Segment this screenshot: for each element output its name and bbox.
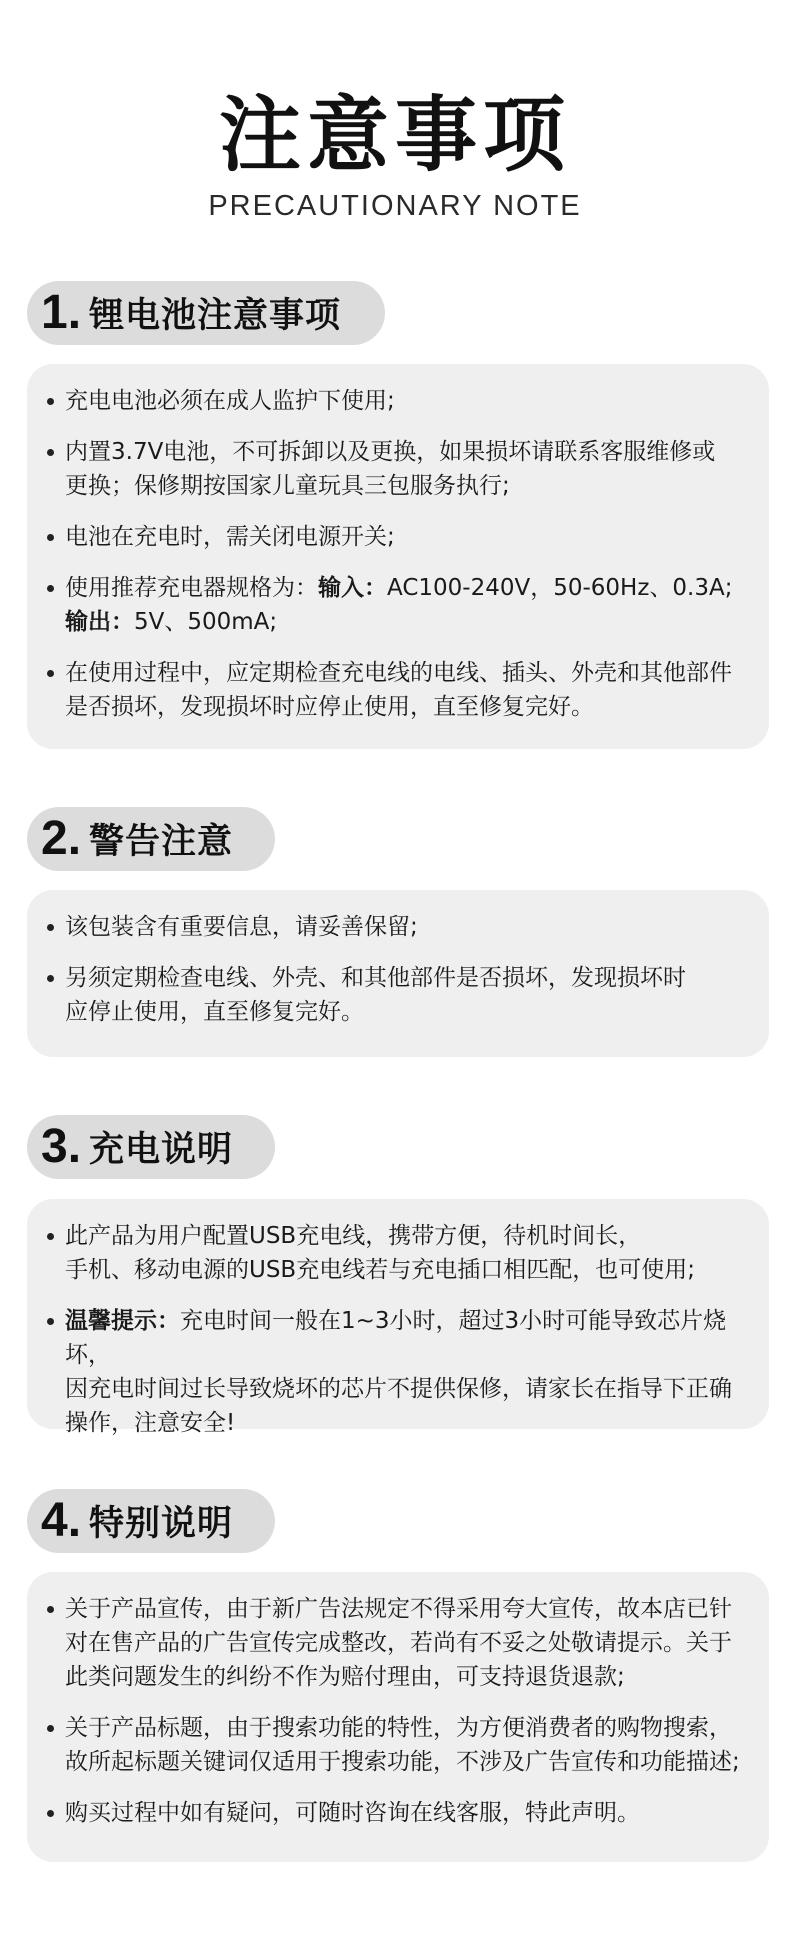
bullet-icon bbox=[47, 1725, 54, 1732]
section-4-heading bbox=[27, 1489, 275, 1553]
charger-spec-prefix: 使用推荐充电器规格为： bbox=[65, 575, 318, 601]
list-item bbox=[45, 1592, 749, 1694]
output-label: 输出： bbox=[65, 609, 134, 635]
section-2-card bbox=[27, 890, 769, 1057]
list-item bbox=[45, 656, 749, 724]
section-number: 3 bbox=[41, 1120, 68, 1173]
list-item bbox=[45, 435, 749, 503]
item-text-line: 此产品为用户配置USB充电线，携带方便，待机时间长， bbox=[65, 1223, 642, 1249]
item-text-line: 因充电时间过长导致烧坏的芯片不提供保修，请家长在指导下正确 bbox=[65, 1376, 732, 1402]
bullet-icon bbox=[47, 1810, 54, 1817]
item-text-line: 在使用过程中，应定期检查充电线的电线、插头、外壳和其他部件 bbox=[65, 660, 732, 686]
section-1-card bbox=[27, 364, 769, 749]
bullet-icon bbox=[47, 1318, 54, 1325]
bullet-icon bbox=[47, 1606, 54, 1613]
item-text-line: 故所起标题关键词仅适用于搜索功能，不涉及广告宣传和功能描述; bbox=[65, 1749, 740, 1775]
item-text-line: 是否损坏，发现损坏时应停止使用，直至修复完好。 bbox=[65, 694, 594, 720]
page-title: 注意事项 bbox=[218, 88, 571, 183]
page-subtitle: PRECAUTIONARY NOTE bbox=[208, 190, 582, 222]
item-text-line: 对在售产品的广告宣传完成整改，若尚有不妥之处敬请提示。关于 bbox=[65, 1630, 732, 1656]
input-value: AC100-240V，50-60Hz、0.3A; bbox=[387, 575, 733, 601]
section-4-card bbox=[27, 1572, 769, 1862]
item-text: 该包装含有重要信息，请妥善保留; bbox=[65, 914, 418, 940]
item-text-line: 充电时间一般在1~3小时，超过3小时可能导致芯片烧坏， bbox=[65, 1308, 727, 1368]
list-item bbox=[45, 571, 749, 639]
section-number-dot: . bbox=[67, 1120, 82, 1173]
output-value: 5V、500mA; bbox=[134, 609, 278, 635]
item-text: 购买过程中如有疑问，可随时咨询在线客服，特此声明。 bbox=[65, 1800, 640, 1826]
section-title: 锂电池注意事项 bbox=[89, 296, 342, 336]
section-title: 警告注意 bbox=[89, 822, 234, 862]
list-item bbox=[45, 1796, 749, 1830]
item-text-line: 关于产品标题，由于搜索功能的特性，为方便消费者的购物搜索， bbox=[65, 1715, 732, 1741]
bullet-icon bbox=[47, 924, 54, 931]
bullet-icon bbox=[47, 449, 54, 456]
list-item bbox=[45, 384, 749, 418]
bullet-icon bbox=[47, 585, 54, 592]
item-text-line: 内置3.7V电池，不可拆卸以及更换，如果损坏请联系客服维修或 bbox=[65, 439, 716, 465]
section-number: 2 bbox=[41, 812, 68, 865]
section-number-dot: . bbox=[67, 286, 82, 339]
section-number: 4 bbox=[41, 1494, 68, 1547]
item-text: 充电电池必须在成人监护下使用; bbox=[65, 388, 395, 414]
list-item bbox=[45, 1219, 749, 1287]
section-title: 特别说明 bbox=[89, 1504, 234, 1544]
section-3-card bbox=[27, 1199, 769, 1436]
input-label: 输入： bbox=[318, 575, 387, 601]
item-text-line: 应停止使用，直至修复完好。 bbox=[65, 999, 364, 1025]
section-3-heading bbox=[27, 1115, 275, 1179]
list-item bbox=[45, 961, 749, 1029]
section-title: 充电说明 bbox=[89, 1130, 234, 1170]
bullet-icon bbox=[47, 1233, 54, 1240]
item-text-line: 另须定期检查电线、外壳、和其他部件是否损坏，发现损坏时 bbox=[65, 965, 686, 991]
item-text-line: 此类问题发生的纠纷不作为赔付理由，可支持退货退款; bbox=[65, 1664, 625, 1690]
bullet-icon bbox=[47, 975, 54, 982]
list-item bbox=[45, 1711, 749, 1779]
bullet-icon bbox=[47, 398, 54, 405]
item-text-line: 手机、移动电源的USB充电线若与充电插口相匹配，也可使用; bbox=[65, 1257, 695, 1283]
section-number: 1 bbox=[41, 286, 68, 339]
section-number-dot: . bbox=[67, 1494, 82, 1547]
bullet-icon bbox=[47, 670, 54, 677]
item-text: 电池在充电时，需关闭电源开关; bbox=[65, 524, 395, 550]
list-item bbox=[45, 910, 749, 944]
tip-label: 温馨提示： bbox=[65, 1308, 180, 1334]
section-2-heading bbox=[27, 807, 275, 871]
list-item bbox=[45, 1304, 749, 1440]
item-text-line: 更换；保修期按国家儿童玩具三包服务执行; bbox=[65, 473, 510, 499]
section-1-heading bbox=[27, 281, 385, 345]
bullet-icon bbox=[47, 534, 54, 541]
list-item bbox=[45, 520, 749, 554]
item-text-line: 关于产品宣传，由于新广告法规定不得采用夸大宣传，故本店已针 bbox=[65, 1596, 732, 1622]
item-text-line: 操作，注意安全! bbox=[65, 1410, 236, 1436]
section-number-dot: . bbox=[67, 812, 82, 865]
page-header bbox=[0, 86, 790, 224]
